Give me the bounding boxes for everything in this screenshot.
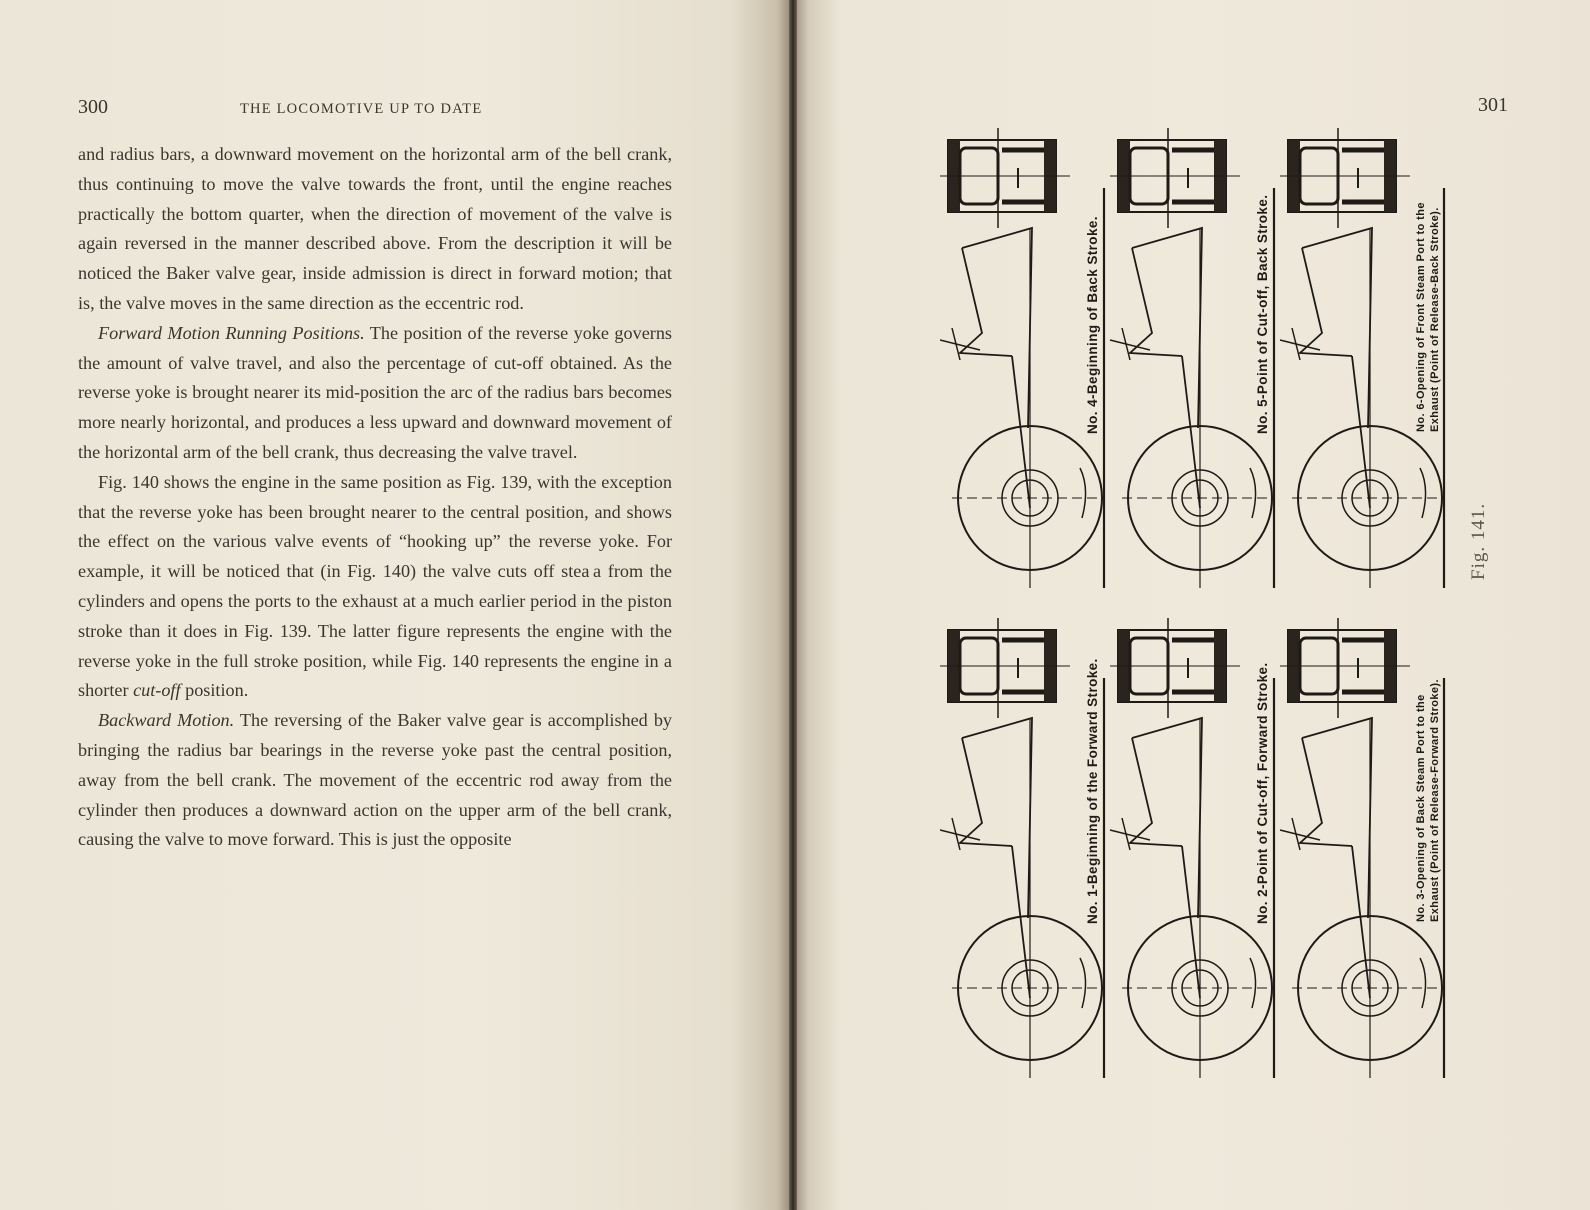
paragraph-heading: Forward Motion Running Positions. — [98, 322, 365, 343]
caption-3b: Exhaust (Point of Release-Forward Stroke). — [1429, 679, 1441, 922]
paragraph-text: The reversing of the Baker valve gear is accomplished by bringing the radius bar bearings in the reverse yoke past the central position, away from the bell crank. The movement of the eccentric rod away from the cylinder then produces a downward action on the upper arm of the bell crank, causing the valve to move forward. This is just the opposite — [78, 710, 673, 850]
paragraph — [78, 706, 672, 855]
paragraph — [78, 140, 672, 319]
caption-3a: No. 3-Opening of Back Steam Port to the — [1415, 694, 1427, 922]
book-gutter — [789, 0, 797, 1210]
caption-1: No. 1-Beginning of the Forward Stroke. — [1085, 658, 1100, 924]
paragraph-text: The position of the reverse yoke governs the amount of valve travel, and also the percentage of cut-off obtained. As the reverse yoke is brought nearer its mid-position the arc of the radius bars becomes more nearly horizontal, and produces a less upward and downward movement of the horizontal arm of the bell crank, thus decreasing the valve travel. — [78, 322, 672, 462]
paragraph-tail: position. — [185, 680, 249, 701]
paragraph-heading: Backward Motion. — [98, 710, 235, 731]
paragraph-text: Fig. 140 shows the engine in the same position as Fig. 139, with the exception that the reverse yoke has been brought nearer to the central position, and shows the effect on the various valve events of “hooking up” the reverse yoke. For example, it will be noticed that (in Fig. 140) the valve cuts off stea a from the cylinders and opens the ports to the exhaust at a much earlier period in the piston stroke than it does in Fig. 139. The latter figure represents the engine with the reverse yoke in the full stroke position, while Fig. 140 represents the engine in a shorter — [78, 471, 672, 701]
valve-gear-figure — [940, 118, 1460, 1078]
paragraph-text: and radius bars, a downward movement on the horizontal arm of the bell crank, thus continuing to move the valve towards the front, until the engine reaches practically the bottom quarter, when the direction of movement of the valve is again reversed in the manner described above. From the description it will be noticed the Baker valve gear, inside admission is direct in forward motion; that is, the valve moves in the same direction as the eccentric rod. — [78, 144, 672, 313]
caption-4: No. 4-Beginning of Back Stroke. — [1085, 216, 1100, 434]
paragraph-italic: cut-off — [133, 680, 181, 701]
caption-6b: Exhaust (Point of Release-Back Stroke). — [1429, 207, 1441, 432]
page-number-left: 300 — [78, 96, 108, 118]
caption-6a: No. 6-Opening of Front Steam Port to the — [1415, 202, 1427, 432]
body-text — [78, 140, 672, 855]
page-number-right: 301 — [1478, 94, 1508, 116]
figure-label: Fig. 141. — [1468, 502, 1489, 580]
caption-5: No. 5-Point of Cut-off, Back Stroke. — [1255, 194, 1270, 434]
paragraph — [78, 468, 672, 706]
caption-2: No. 2-Point of Cut-off, Forward Stroke. — [1255, 662, 1270, 924]
running-title: THE LOCOMOTIVE UP TO DATE — [240, 101, 483, 117]
paragraph — [78, 319, 672, 468]
